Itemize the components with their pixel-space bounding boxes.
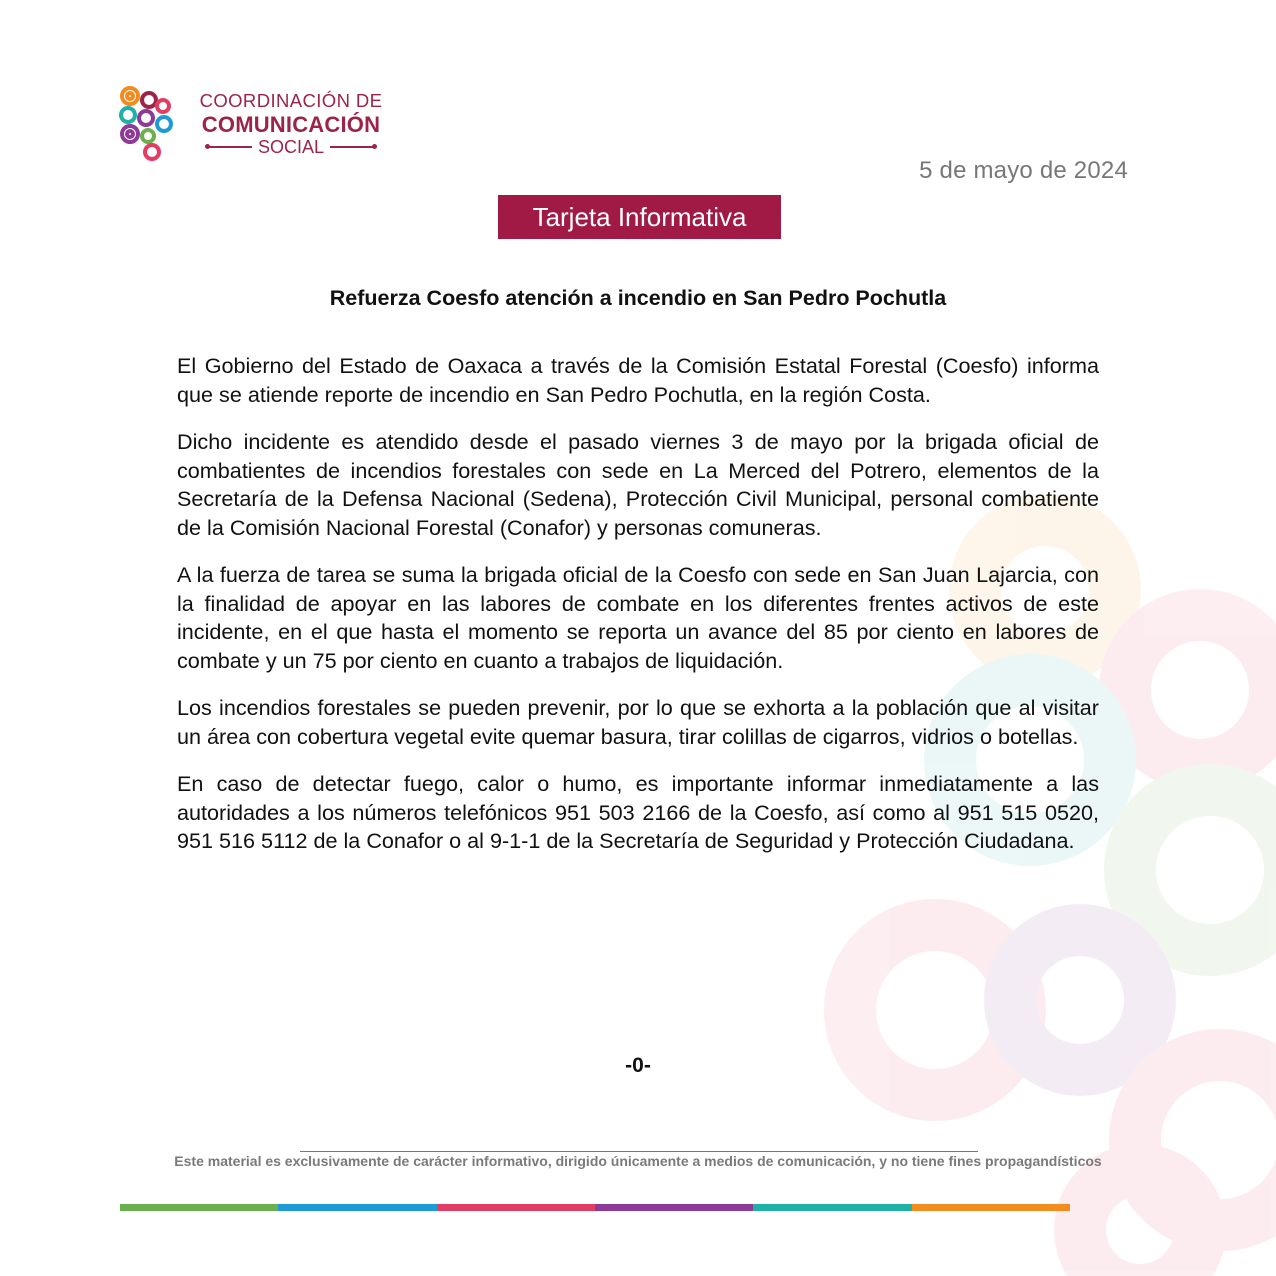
color-bar-segment: [278, 1204, 436, 1211]
color-bar-segment: [912, 1204, 1070, 1211]
logo-emblem-icon: [118, 84, 174, 162]
paragraph: Dicho incidente es atendido desde el pasado viernes 3 de mayo por la brigada oficial de combatientes de incendios forestales con sede en La Merced del Potrero, elementos de la Secretaría de la Defensa Nacional (Sedena), Protección Civil Municipal, personal combatiente de la Comisión Nacional Forestal (Conafor) y personas comuneras.: [177, 429, 1099, 540]
color-bar-segment: [120, 1204, 278, 1211]
paragraph: En caso de detectar fuego, calor o humo, es importante informar inmediatamente a las autoridades a los números telefónicos 951 503 2166 de la Coesfo, así como al 951 515 0520, 951 516 5112 de la Conafor o al 9-1-1 de la Secretaría de Seguridad y Protección Ciudadana.: [177, 771, 1099, 853]
paragraph: El Gobierno del Estado de Oaxaca a través de la Comisión Estatal Forestal (Coesfo) informa que se atiende reporte de incendio en San Pedro Pochutla, en la región Costa.: [177, 353, 1099, 407]
color-bar-segment: [753, 1204, 911, 1211]
color-bar-segment: [595, 1204, 753, 1211]
closing-mark: -0-: [625, 1054, 651, 1077]
logo: [118, 84, 398, 164]
disclaimer: Este material es exclusivamente de carácter informativo, dirigido únicamente a medios de comunicación, y no tiene fines propagandísticos: [174, 1153, 1102, 1169]
logo-rule-left: [208, 146, 252, 148]
document-type-badge: Tarjeta Informativa: [498, 195, 781, 239]
headline: Refuerza Coesfo atención a incendio en San Pedro Pochutla: [329, 286, 947, 310]
logo-line-2: COMUNICACIÓN: [201, 112, 381, 137]
document-date: 5 de mayo de 2024: [919, 157, 1128, 184]
paragraph: A la fuerza de tarea se suma la brigada oficial de la Coesfo con sede en San Juan Lajarcia, con la finalidad de apoyar en las labores de combate en los diferentes frentes activos de este incidente, en el que hasta el momento se reporta un avance del 85 por ciento en labores de combate y un 75 por ciento en cuanto a trabajos de liquidación.: [177, 562, 1099, 673]
color-bar: [120, 1204, 1070, 1211]
color-bar-segment: [437, 1204, 595, 1211]
logo-line-1: COORDINACIÓN DE: [199, 90, 383, 111]
article-body: [177, 352, 1099, 875]
logo-rule-right: [330, 146, 374, 148]
logo-line-3: SOCIAL: [257, 137, 325, 157]
paragraph: Los incendios forestales se pueden prevenir, por lo que se exhorta a la población que al visitar un área con cobertura vegetal evite quemar basura, tirar colillas de cigarros, vidrios o botellas.: [177, 695, 1099, 749]
